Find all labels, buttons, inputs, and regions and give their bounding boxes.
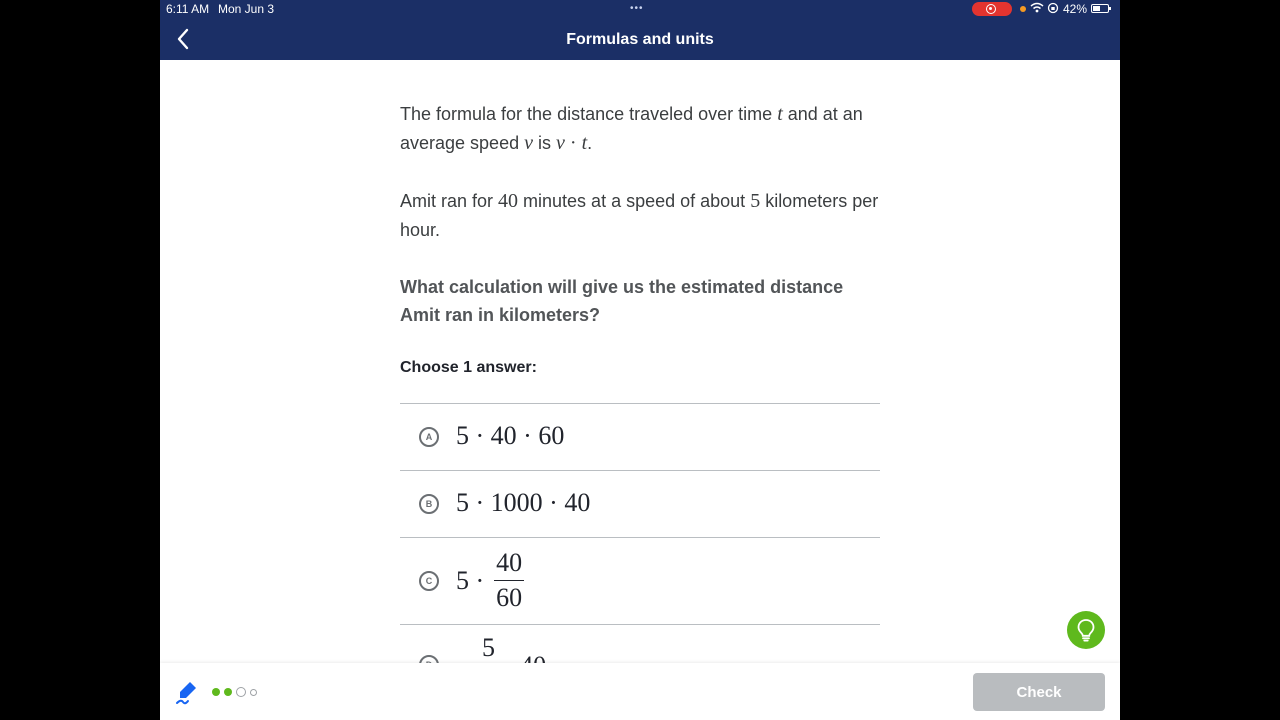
fraction-denominator: 60	[496, 583, 523, 612]
fraction-numerator: 40	[494, 548, 524, 581]
math-speed: 5	[750, 190, 761, 212]
choice-b[interactable]	[400, 471, 880, 538]
text-run: .	[587, 133, 593, 153]
math-var-t: t	[777, 103, 783, 125]
question-paragraph-scenario	[400, 187, 880, 245]
choose-label: Choose 1 answer:	[400, 359, 537, 376]
battery-percentage: 42%	[1063, 2, 1088, 16]
status-date: Mon Jun 3	[218, 2, 275, 16]
math-var-v: v	[524, 132, 533, 154]
progress-indicator	[212, 687, 257, 697]
pencil-scribble-icon	[174, 679, 200, 705]
choice-letter: C	[419, 571, 439, 591]
screen-recording-icon[interactable]	[972, 2, 1012, 16]
progress-dot-complete	[224, 688, 232, 696]
choice-expression: 5 · 40 · 60	[456, 421, 565, 450]
choice-expression: 5 · 1000 · 40	[456, 488, 591, 517]
choice-letter: B	[419, 494, 439, 514]
choice-expression	[456, 548, 524, 613]
check-button[interactable]: Check	[973, 673, 1105, 711]
progress-dot-complete	[212, 688, 220, 696]
math-formula: v · t	[556, 132, 588, 154]
page-title: Formulas and units	[566, 31, 714, 48]
multitasking-dots[interactable]: •••	[630, 3, 644, 14]
lightbulb-icon	[1075, 618, 1097, 642]
text-run: and at an average speed	[400, 104, 863, 153]
text-run: The formula for the distance traveled over time	[400, 104, 778, 124]
choice-c[interactable]	[400, 538, 880, 625]
status-time: 6:11 AM	[166, 2, 210, 16]
text-run: is	[532, 133, 556, 153]
text-run: minutes at a speed of about	[518, 191, 751, 211]
mic-indicator-icon	[1020, 6, 1026, 12]
progress-dot-pending	[250, 689, 257, 696]
app-header	[160, 0, 1120, 60]
expression-prefix: 5 ·	[456, 565, 485, 595]
app-screen	[160, 0, 1120, 720]
wifi-icon	[1030, 2, 1044, 16]
question-content	[400, 100, 880, 377]
text-run: Amit ran for	[400, 191, 499, 211]
math-minutes: 40	[498, 190, 519, 212]
progress-dot-current	[236, 687, 246, 697]
answer-choices	[400, 403, 880, 706]
hint-button[interactable]	[1067, 611, 1105, 649]
text-run: kilometers per hour.	[400, 191, 879, 240]
battery-icon	[1091, 4, 1109, 13]
scratchpad-button[interactable]	[174, 679, 200, 705]
footer-bar	[160, 663, 1120, 720]
choice-a[interactable]	[400, 404, 880, 471]
question-paragraph-formula	[400, 100, 880, 158]
fraction-numerator: 5	[480, 633, 497, 666]
choice-letter: A	[419, 427, 439, 447]
fraction	[494, 548, 524, 613]
question-prompt: What calculation will give us the estimated distance Amit ran in kilometers?	[400, 277, 844, 325]
rotation-lock-icon	[1047, 2, 1059, 17]
